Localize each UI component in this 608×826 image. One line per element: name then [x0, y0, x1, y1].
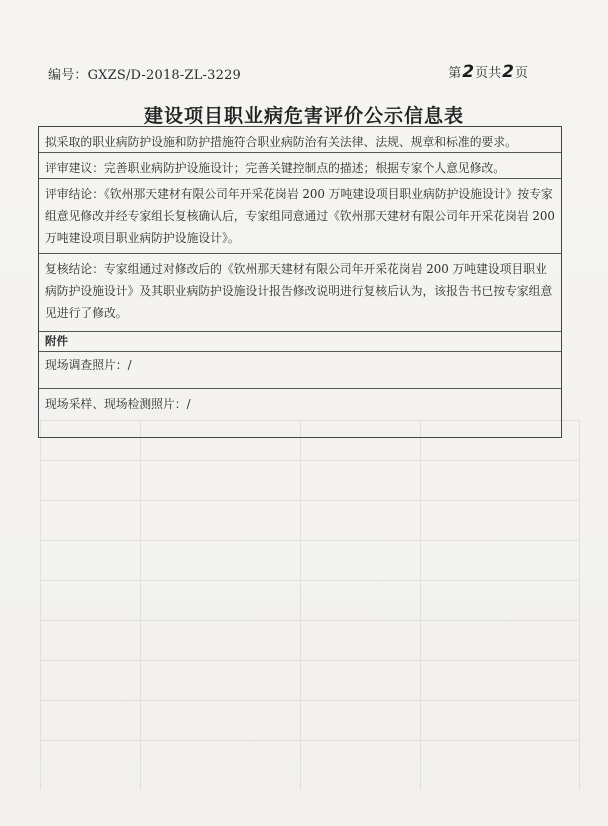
- attachments-heading: 附件: [39, 332, 561, 352]
- document-header: [48, 62, 528, 82]
- document-title: 建设项目职业病危害评价公示信息表: [143, 105, 464, 127]
- total-page-number: 2: [502, 62, 514, 82]
- page-middle: 页共: [475, 66, 502, 81]
- protective-measures-row: 拟采取的职业病防护设施和防护措施符合职业病防治有关法律、法规、规章和标准的要求。: [39, 127, 561, 153]
- site-survey-photos-row: 现场调查照片：/: [39, 352, 561, 389]
- review-suggestion-row: 评审建议：完善职业病防护设施设计；完善关键控制点的描述；根据专家个人意见修改。: [39, 153, 561, 179]
- page-suffix: 页: [514, 66, 528, 81]
- document-code: 编号：GXZS/D-2018-ZL-3229: [48, 68, 242, 83]
- recheck-conclusion-row: 复核结论：专家组通过对修改后的《钦州那天建材有限公司年开采花岗岩 200 万吨建设项目职业病防护设施设计》及其职业病防护设施设计报告修改说明进行复核后认为，该报告书已按专家组意见进行了修改。: [39, 254, 561, 332]
- info-table: [38, 126, 562, 438]
- sampling-photos-row: 现场采样、现场检测照片：/: [45, 397, 191, 411]
- page-prefix: 第: [448, 66, 462, 81]
- current-page-number: 2: [462, 62, 475, 82]
- page-indicator: [448, 62, 528, 82]
- review-conclusion-row: 评审结论：《钦州那天建材有限公司年开采花岗岩 200 万吨建设项目职业病防护设施设计》按专家组意见修改并经专家组长复核确认后，专家组同意通过《钦州那天建材有限公司年开采花岗岩 200 万吨建设项目职业病防护设施设计》。: [39, 179, 561, 254]
